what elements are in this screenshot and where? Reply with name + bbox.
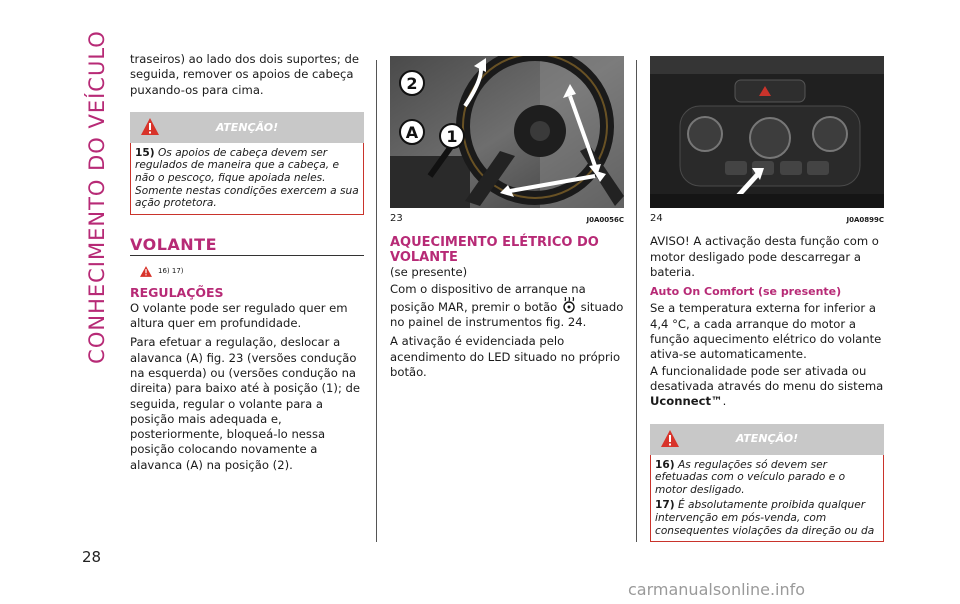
column-2 [390, 56, 624, 384]
figure-number: 24 [650, 213, 663, 224]
column-3 [650, 56, 884, 542]
warning-text: É absolutamente proibida qualquer intervenção em pós-venda, com consequentes violações da direção ou da [655, 499, 875, 537]
warning-refs: 16) 17) [140, 264, 364, 279]
warning-title: ATENÇÃO! [735, 432, 799, 446]
page-number: 28 [82, 548, 102, 566]
side-section-title: CONHECIMENTO DO VEÍCULO [85, 30, 110, 364]
figure-24-climate-panel [650, 56, 884, 208]
paragraph: Com o dispositivo de arranque na posição MAR, premir o botão situado no painel de instrumentos fig. 24. [390, 281, 624, 330]
warning-header [130, 112, 364, 143]
figure-number: 23 [390, 213, 403, 224]
warning-text: Os apoios de cabeça devem ser regulados de maneira que a cabeça, e não o pescoço, fique apoiada neles. Somente nestas condições exercem a sua ação protetora. [135, 146, 359, 210]
column-divider [376, 60, 377, 542]
warning-header [650, 424, 884, 455]
svg-text:2: 2 [406, 74, 418, 93]
climate-panel-photo [650, 56, 884, 208]
warning-box [130, 143, 364, 215]
paragraph: AVISO! A activação desta função com o motor desligado pode descarregar a bateria. [650, 234, 879, 279]
warning-triangle-icon [140, 117, 160, 137]
warning-ref: 17) [655, 499, 675, 512]
warning-ref: 15) [135, 146, 155, 159]
subsection-title: Auto On Comfort (se presente) [650, 285, 842, 299]
steering-wheel-photo [390, 56, 624, 208]
section-title-aquecimento: AQUECIMENTO ELÉTRICO DO VOLANTE [390, 235, 599, 266]
warning-triangle-icon [140, 266, 152, 277]
warning-box [650, 455, 884, 543]
paragraph: O volante pode ser regulado quer em altura quer em profundidade. [130, 300, 348, 331]
subsection-title: REGULAÇÕES [130, 285, 224, 301]
column-1 [130, 52, 364, 477]
figure-23-steering-wheel [390, 56, 624, 208]
paragraph: Para efetuar a regulação, deslocar a alavanca (A) fig. 23 (versões condução na esquerda) ou (versões condução na direita) para baixo até à posição (1); de seguida, regular o volante para a posição mais adequada e, posteriormente, bloqueá-lo nessa posição colocando novamente a alavanca (A) na posição (2). [130, 335, 361, 472]
paragraph: Se a temperatura externa for inferior a 4,4 °C, a cada arranque do motor a função aquecimento elétrico do volante ativa-se automaticamente. [650, 301, 882, 362]
warning-title: ATENÇÃO! [215, 120, 279, 134]
section-title-volante: VOLANTE [130, 237, 364, 256]
heated-steering-wheel-icon [561, 297, 577, 313]
presence-note: (se presente) [390, 265, 468, 280]
svg-text:1: 1 [446, 127, 458, 146]
warning-ref: 16) [655, 458, 675, 471]
warning-triangle-icon [660, 429, 680, 449]
figure-code: J0A0899C [846, 216, 884, 224]
intro-paragraph: traseiros) ao lado dos dois suportes; de seguida, remover os apoios de cabeça puxando-os para cima. [130, 52, 359, 97]
warning-text: As regulações só devem ser efetuadas com o veículo parado e o motor desligado. [655, 458, 846, 496]
column-divider [636, 60, 637, 542]
svg-text:A: A [405, 123, 419, 142]
figure-code: J0A0056C [586, 216, 624, 224]
paragraph: A ativação é evidenciada pelo acendimento do LED situado no próprio botão. [390, 334, 621, 380]
figure-caption [390, 211, 624, 228]
figure-caption [650, 211, 884, 228]
watermark: carmanualsonline.info [628, 580, 806, 599]
paragraph: A funcionalidade pode ser ativada ou desativada através do menu do sistema Uconnect™. [650, 363, 884, 409]
